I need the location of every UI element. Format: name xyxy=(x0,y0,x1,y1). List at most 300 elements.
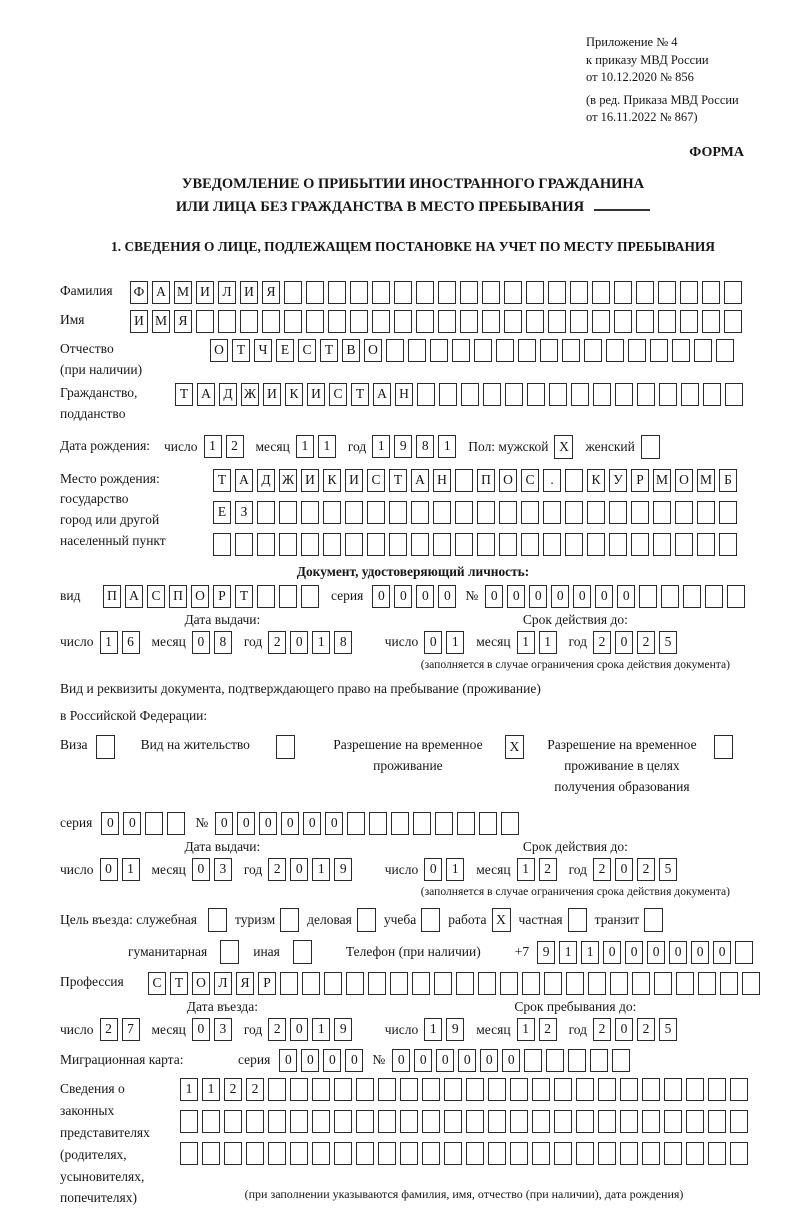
char-box[interactable] xyxy=(334,1142,352,1165)
char-box[interactable]: 0 xyxy=(290,1018,308,1041)
char-box[interactable]: 0 xyxy=(192,1018,210,1041)
char-box[interactable] xyxy=(457,812,475,835)
patronymic-boxes[interactable] xyxy=(210,339,734,362)
stay-day-boxes[interactable] xyxy=(424,1018,464,1041)
char-box[interactable] xyxy=(653,533,671,556)
char-box[interactable]: О xyxy=(499,469,517,492)
char-box[interactable] xyxy=(328,281,346,304)
char-box[interactable]: 0 xyxy=(438,585,456,608)
char-box[interactable]: 0 xyxy=(192,631,210,654)
char-box[interactable] xyxy=(499,501,517,524)
char-box[interactable] xyxy=(180,1142,198,1165)
char-box[interactable]: П xyxy=(169,585,187,608)
legal-row2-boxes[interactable] xyxy=(180,1110,748,1133)
char-box[interactable] xyxy=(246,1142,264,1165)
birth-year-boxes[interactable] xyxy=(372,435,456,458)
char-box[interactable]: К xyxy=(323,469,341,492)
char-box[interactable]: 0 xyxy=(485,585,503,608)
char-box[interactable]: 0 xyxy=(323,1049,341,1072)
char-box[interactable]: 2 xyxy=(224,1078,242,1101)
purpose-private-checkbox[interactable] xyxy=(568,908,587,932)
char-box[interactable] xyxy=(202,1142,220,1165)
surname-boxes[interactable] xyxy=(130,281,742,304)
res-series-boxes[interactable] xyxy=(101,812,185,835)
char-box[interactable] xyxy=(571,383,589,406)
char-box[interactable] xyxy=(408,339,426,362)
char-box[interactable]: 0 xyxy=(392,1049,410,1072)
res-valid-day-boxes[interactable] xyxy=(424,858,464,881)
res-issue-month-boxes[interactable] xyxy=(192,858,232,881)
char-box[interactable] xyxy=(675,501,693,524)
char-box[interactable] xyxy=(664,1110,682,1133)
char-box[interactable] xyxy=(598,1078,616,1101)
char-box[interactable]: 1 xyxy=(438,435,456,458)
birth-place-line1-boxes[interactable] xyxy=(213,469,737,492)
char-box[interactable]: 2 xyxy=(593,631,611,654)
char-box[interactable] xyxy=(510,1110,528,1133)
char-box[interactable]: 0 xyxy=(394,585,412,608)
char-box[interactable] xyxy=(587,501,605,524)
res-number-boxes[interactable] xyxy=(215,812,519,835)
char-box[interactable]: Д xyxy=(257,469,275,492)
char-box[interactable] xyxy=(413,812,431,835)
char-box[interactable]: И xyxy=(263,383,281,406)
char-box[interactable] xyxy=(477,501,495,524)
char-box[interactable] xyxy=(499,533,517,556)
char-box[interactable] xyxy=(257,585,275,608)
char-box[interactable]: 0 xyxy=(325,812,343,835)
char-box[interactable] xyxy=(532,1142,550,1165)
char-box[interactable]: 0 xyxy=(595,585,613,608)
char-box[interactable]: С xyxy=(521,469,539,492)
char-box[interactable]: 8 xyxy=(214,631,232,654)
char-box[interactable]: 9 xyxy=(537,941,555,964)
char-box[interactable]: О xyxy=(192,972,210,995)
char-box[interactable]: О xyxy=(675,469,693,492)
char-box[interactable] xyxy=(548,310,566,333)
purpose-humanitarian-checkbox[interactable] xyxy=(220,940,239,964)
char-box[interactable]: Е xyxy=(276,339,294,362)
char-box[interactable] xyxy=(290,1142,308,1165)
char-box[interactable]: 8 xyxy=(416,435,434,458)
char-box[interactable] xyxy=(642,1142,660,1165)
char-box[interactable]: 2 xyxy=(637,631,655,654)
legal-row1-boxes[interactable] xyxy=(180,1078,748,1101)
doc-valid-year-boxes[interactable] xyxy=(593,631,677,654)
char-box[interactable] xyxy=(639,585,657,608)
char-box[interactable]: Л xyxy=(214,972,232,995)
char-box[interactable]: К xyxy=(285,383,303,406)
char-box[interactable]: 0 xyxy=(345,1049,363,1072)
char-box[interactable] xyxy=(676,972,694,995)
res-issue-day-boxes[interactable] xyxy=(100,858,140,881)
char-box[interactable] xyxy=(479,812,497,835)
char-box[interactable]: 2 xyxy=(246,1078,264,1101)
char-box[interactable]: И xyxy=(301,469,319,492)
char-box[interactable]: Т xyxy=(351,383,369,406)
char-box[interactable] xyxy=(592,281,610,304)
char-box[interactable]: 2 xyxy=(539,1018,557,1041)
char-box[interactable]: М xyxy=(152,310,170,333)
char-box[interactable] xyxy=(730,1142,748,1165)
char-box[interactable] xyxy=(719,501,737,524)
char-box[interactable]: 0 xyxy=(551,585,569,608)
char-box[interactable] xyxy=(466,1078,484,1101)
char-box[interactable] xyxy=(631,501,649,524)
char-box[interactable]: Н xyxy=(433,469,451,492)
char-box[interactable] xyxy=(501,812,519,835)
char-box[interactable] xyxy=(500,972,518,995)
char-box[interactable]: 5 xyxy=(659,631,677,654)
char-box[interactable] xyxy=(435,812,453,835)
char-box[interactable] xyxy=(394,310,412,333)
char-box[interactable] xyxy=(482,310,500,333)
char-box[interactable] xyxy=(372,310,390,333)
char-box[interactable] xyxy=(570,310,588,333)
birth-month-boxes[interactable] xyxy=(296,435,336,458)
char-box[interactable] xyxy=(235,533,253,556)
char-box[interactable] xyxy=(661,585,679,608)
char-box[interactable] xyxy=(167,812,185,835)
char-box[interactable]: О xyxy=(210,339,228,362)
char-box[interactable] xyxy=(543,501,561,524)
char-box[interactable] xyxy=(546,1049,564,1072)
char-box[interactable] xyxy=(474,339,492,362)
char-box[interactable] xyxy=(565,501,583,524)
char-box[interactable]: Т xyxy=(389,469,407,492)
char-box[interactable] xyxy=(389,501,407,524)
purpose-tourism-checkbox[interactable] xyxy=(280,908,299,932)
char-box[interactable]: 1 xyxy=(446,858,464,881)
char-box[interactable]: А xyxy=(125,585,143,608)
purpose-other-checkbox[interactable] xyxy=(293,940,312,964)
char-box[interactable] xyxy=(636,281,654,304)
char-box[interactable]: 0 xyxy=(573,585,591,608)
char-box[interactable] xyxy=(716,339,734,362)
char-box[interactable]: В xyxy=(342,339,360,362)
char-box[interactable]: Т xyxy=(175,383,193,406)
char-box[interactable] xyxy=(356,1110,374,1133)
char-box[interactable]: 0 xyxy=(100,858,118,881)
char-box[interactable] xyxy=(549,383,567,406)
char-box[interactable] xyxy=(672,339,690,362)
char-box[interactable] xyxy=(554,1110,572,1133)
char-box[interactable]: Т xyxy=(235,585,253,608)
char-box[interactable] xyxy=(532,1110,550,1133)
birth-day-boxes[interactable] xyxy=(204,435,244,458)
char-box[interactable] xyxy=(350,310,368,333)
stay-year-boxes[interactable] xyxy=(593,1018,677,1041)
char-box[interactable] xyxy=(202,1110,220,1133)
char-box[interactable] xyxy=(592,310,610,333)
char-box[interactable]: И xyxy=(240,281,258,304)
char-box[interactable] xyxy=(391,812,409,835)
char-box[interactable] xyxy=(584,339,602,362)
char-box[interactable] xyxy=(302,972,320,995)
char-box[interactable] xyxy=(268,1110,286,1133)
char-box[interactable]: 0 xyxy=(215,812,233,835)
char-box[interactable] xyxy=(386,339,404,362)
char-box[interactable] xyxy=(257,533,275,556)
char-box[interactable]: М xyxy=(653,469,671,492)
char-box[interactable]: У xyxy=(609,469,627,492)
char-box[interactable] xyxy=(312,1110,330,1133)
birth-place-line2-boxes[interactable] xyxy=(213,501,737,524)
char-box[interactable]: 0 xyxy=(480,1049,498,1072)
char-box[interactable]: 9 xyxy=(334,858,352,881)
char-box[interactable]: 0 xyxy=(372,585,390,608)
char-box[interactable] xyxy=(614,281,632,304)
char-box[interactable] xyxy=(658,310,676,333)
char-box[interactable]: 0 xyxy=(615,858,633,881)
char-box[interactable] xyxy=(675,533,693,556)
mig-series-boxes[interactable] xyxy=(279,1049,363,1072)
char-box[interactable] xyxy=(540,339,558,362)
char-box[interactable]: 1 xyxy=(296,435,314,458)
char-box[interactable]: Б xyxy=(719,469,737,492)
char-box[interactable] xyxy=(488,1078,506,1101)
purpose-work-checkbox[interactable]: X xyxy=(492,908,511,932)
char-box[interactable]: 0 xyxy=(416,585,434,608)
char-box[interactable] xyxy=(368,972,386,995)
char-box[interactable] xyxy=(554,1078,572,1101)
char-box[interactable] xyxy=(477,533,495,556)
char-box[interactable]: 1 xyxy=(517,1018,535,1041)
char-box[interactable] xyxy=(224,1110,242,1133)
char-box[interactable] xyxy=(612,1049,630,1072)
char-box[interactable]: 3 xyxy=(214,1018,232,1041)
temp-residence-edu-checkbox[interactable] xyxy=(714,735,733,759)
char-box[interactable] xyxy=(262,310,280,333)
char-box[interactable] xyxy=(610,972,628,995)
char-box[interactable] xyxy=(544,972,562,995)
entry-day-boxes[interactable] xyxy=(100,1018,140,1041)
char-box[interactable] xyxy=(664,1078,682,1101)
char-box[interactable]: 9 xyxy=(394,435,412,458)
char-box[interactable] xyxy=(438,310,456,333)
char-box[interactable] xyxy=(504,281,522,304)
char-box[interactable] xyxy=(609,501,627,524)
char-box[interactable] xyxy=(505,383,523,406)
char-box[interactable] xyxy=(488,1110,506,1133)
char-box[interactable] xyxy=(628,339,646,362)
visa-checkbox[interactable] xyxy=(96,735,115,759)
char-box[interactable]: 0 xyxy=(192,858,210,881)
char-box[interactable] xyxy=(637,383,655,406)
char-box[interactable] xyxy=(240,310,258,333)
phone-boxes[interactable] xyxy=(537,941,753,964)
char-box[interactable] xyxy=(367,533,385,556)
char-box[interactable] xyxy=(664,1142,682,1165)
char-box[interactable] xyxy=(532,1078,550,1101)
char-box[interactable] xyxy=(614,310,632,333)
char-box[interactable] xyxy=(213,533,231,556)
char-box[interactable] xyxy=(455,501,473,524)
char-box[interactable]: М xyxy=(697,469,715,492)
char-box[interactable]: Р xyxy=(213,585,231,608)
char-box[interactable]: 0 xyxy=(615,631,633,654)
char-box[interactable] xyxy=(328,310,346,333)
char-box[interactable] xyxy=(460,281,478,304)
char-box[interactable] xyxy=(323,501,341,524)
char-box[interactable] xyxy=(735,941,753,964)
char-box[interactable]: 0 xyxy=(123,812,141,835)
char-box[interactable] xyxy=(598,1110,616,1133)
char-box[interactable] xyxy=(417,383,435,406)
char-box[interactable] xyxy=(390,972,408,995)
char-box[interactable]: Ф xyxy=(130,281,148,304)
char-box[interactable] xyxy=(416,281,434,304)
char-box[interactable]: 1 xyxy=(581,941,599,964)
char-box[interactable] xyxy=(324,972,342,995)
char-box[interactable] xyxy=(697,501,715,524)
char-box[interactable] xyxy=(416,310,434,333)
char-box[interactable]: 2 xyxy=(637,1018,655,1041)
citizenship-boxes[interactable] xyxy=(175,383,743,406)
char-box[interactable] xyxy=(543,533,561,556)
char-box[interactable] xyxy=(400,1142,418,1165)
char-box[interactable] xyxy=(411,501,429,524)
char-box[interactable]: 0 xyxy=(281,812,299,835)
char-box[interactable] xyxy=(279,501,297,524)
char-box[interactable] xyxy=(345,533,363,556)
char-box[interactable] xyxy=(680,310,698,333)
char-box[interactable]: А xyxy=(152,281,170,304)
char-box[interactable]: 0 xyxy=(424,858,442,881)
char-box[interactable]: С xyxy=(147,585,165,608)
char-box[interactable]: С xyxy=(148,972,166,995)
char-box[interactable] xyxy=(389,533,407,556)
char-box[interactable]: И xyxy=(130,310,148,333)
char-box[interactable]: 1 xyxy=(312,631,330,654)
char-box[interactable] xyxy=(686,1110,704,1133)
char-box[interactable] xyxy=(411,533,429,556)
char-box[interactable] xyxy=(369,812,387,835)
char-box[interactable]: 0 xyxy=(290,631,308,654)
char-box[interactable] xyxy=(527,383,545,406)
char-box[interactable] xyxy=(430,339,448,362)
char-box[interactable] xyxy=(620,1142,638,1165)
char-box[interactable]: 0 xyxy=(259,812,277,835)
char-box[interactable]: 0 xyxy=(691,941,709,964)
char-box[interactable]: Л xyxy=(218,281,236,304)
char-box[interactable]: 0 xyxy=(617,585,635,608)
char-box[interactable] xyxy=(246,1110,264,1133)
char-box[interactable]: 5 xyxy=(659,1018,677,1041)
char-box[interactable] xyxy=(724,281,742,304)
char-box[interactable] xyxy=(686,1142,704,1165)
char-box[interactable]: 2 xyxy=(539,858,557,881)
purpose-study-checkbox[interactable] xyxy=(421,908,440,932)
char-box[interactable]: 5 xyxy=(659,858,677,881)
char-box[interactable] xyxy=(702,310,720,333)
char-box[interactable]: 6 xyxy=(122,631,140,654)
char-box[interactable] xyxy=(460,310,478,333)
char-box[interactable] xyxy=(466,1142,484,1165)
char-box[interactable] xyxy=(334,1078,352,1101)
char-box[interactable] xyxy=(439,383,457,406)
char-box[interactable] xyxy=(290,1078,308,1101)
char-box[interactable]: 2 xyxy=(637,858,655,881)
char-box[interactable] xyxy=(631,533,649,556)
char-box[interactable]: 1 xyxy=(372,435,390,458)
char-box[interactable]: 0 xyxy=(625,941,643,964)
char-box[interactable] xyxy=(590,1049,608,1072)
char-box[interactable]: А xyxy=(411,469,429,492)
char-box[interactable] xyxy=(727,585,745,608)
char-box[interactable] xyxy=(422,1142,440,1165)
char-box[interactable] xyxy=(725,383,743,406)
char-box[interactable] xyxy=(356,1078,374,1101)
char-box[interactable]: 0 xyxy=(529,585,547,608)
char-box[interactable]: Я xyxy=(174,310,192,333)
char-box[interactable]: И xyxy=(196,281,214,304)
char-box[interactable] xyxy=(394,281,412,304)
char-box[interactable] xyxy=(588,972,606,995)
char-box[interactable] xyxy=(488,1142,506,1165)
char-box[interactable] xyxy=(400,1078,418,1101)
char-box[interactable]: Е xyxy=(213,501,231,524)
char-box[interactable] xyxy=(279,533,297,556)
char-box[interactable] xyxy=(518,339,536,362)
char-box[interactable]: Я xyxy=(236,972,254,995)
char-box[interactable]: Т xyxy=(213,469,231,492)
char-box[interactable]: 1 xyxy=(122,858,140,881)
char-box[interactable]: С xyxy=(329,383,347,406)
char-box[interactable] xyxy=(510,1142,528,1165)
char-box[interactable]: 0 xyxy=(615,1018,633,1041)
char-box[interactable]: А xyxy=(197,383,215,406)
doc-valid-day-boxes[interactable] xyxy=(424,631,464,654)
char-box[interactable] xyxy=(720,972,738,995)
char-box[interactable] xyxy=(301,501,319,524)
char-box[interactable] xyxy=(702,281,720,304)
char-box[interactable]: А xyxy=(235,469,253,492)
char-box[interactable] xyxy=(703,383,721,406)
char-box[interactable] xyxy=(642,1110,660,1133)
char-box[interactable]: 0 xyxy=(669,941,687,964)
char-box[interactable] xyxy=(742,972,760,995)
res-valid-month-boxes[interactable] xyxy=(517,858,557,881)
char-box[interactable] xyxy=(312,1142,330,1165)
char-box[interactable]: 0 xyxy=(713,941,731,964)
doc-type-boxes[interactable] xyxy=(103,585,319,608)
char-box[interactable]: 1 xyxy=(100,631,118,654)
residence-permit-checkbox[interactable] xyxy=(276,735,295,759)
char-box[interactable] xyxy=(257,501,275,524)
char-box[interactable]: 2 xyxy=(593,858,611,881)
char-box[interactable] xyxy=(568,1049,586,1072)
char-box[interactable]: С xyxy=(367,469,385,492)
char-box[interactable]: 1 xyxy=(517,858,535,881)
purpose-business-checkbox[interactable] xyxy=(357,908,376,932)
char-box[interactable] xyxy=(636,310,654,333)
char-box[interactable]: 0 xyxy=(603,941,621,964)
res-issue-year-boxes[interactable] xyxy=(268,858,352,881)
char-box[interactable] xyxy=(372,281,390,304)
char-box[interactable]: Ж xyxy=(241,383,259,406)
char-box[interactable] xyxy=(268,1078,286,1101)
char-box[interactable] xyxy=(280,972,298,995)
doc-issue-year-boxes[interactable] xyxy=(268,631,352,654)
char-box[interactable]: 0 xyxy=(647,941,665,964)
char-box[interactable]: 9 xyxy=(446,1018,464,1041)
char-box[interactable] xyxy=(521,533,539,556)
char-box[interactable] xyxy=(180,1110,198,1133)
char-box[interactable] xyxy=(642,1078,660,1101)
birth-place-line3-boxes[interactable] xyxy=(213,533,737,556)
char-box[interactable] xyxy=(615,383,633,406)
